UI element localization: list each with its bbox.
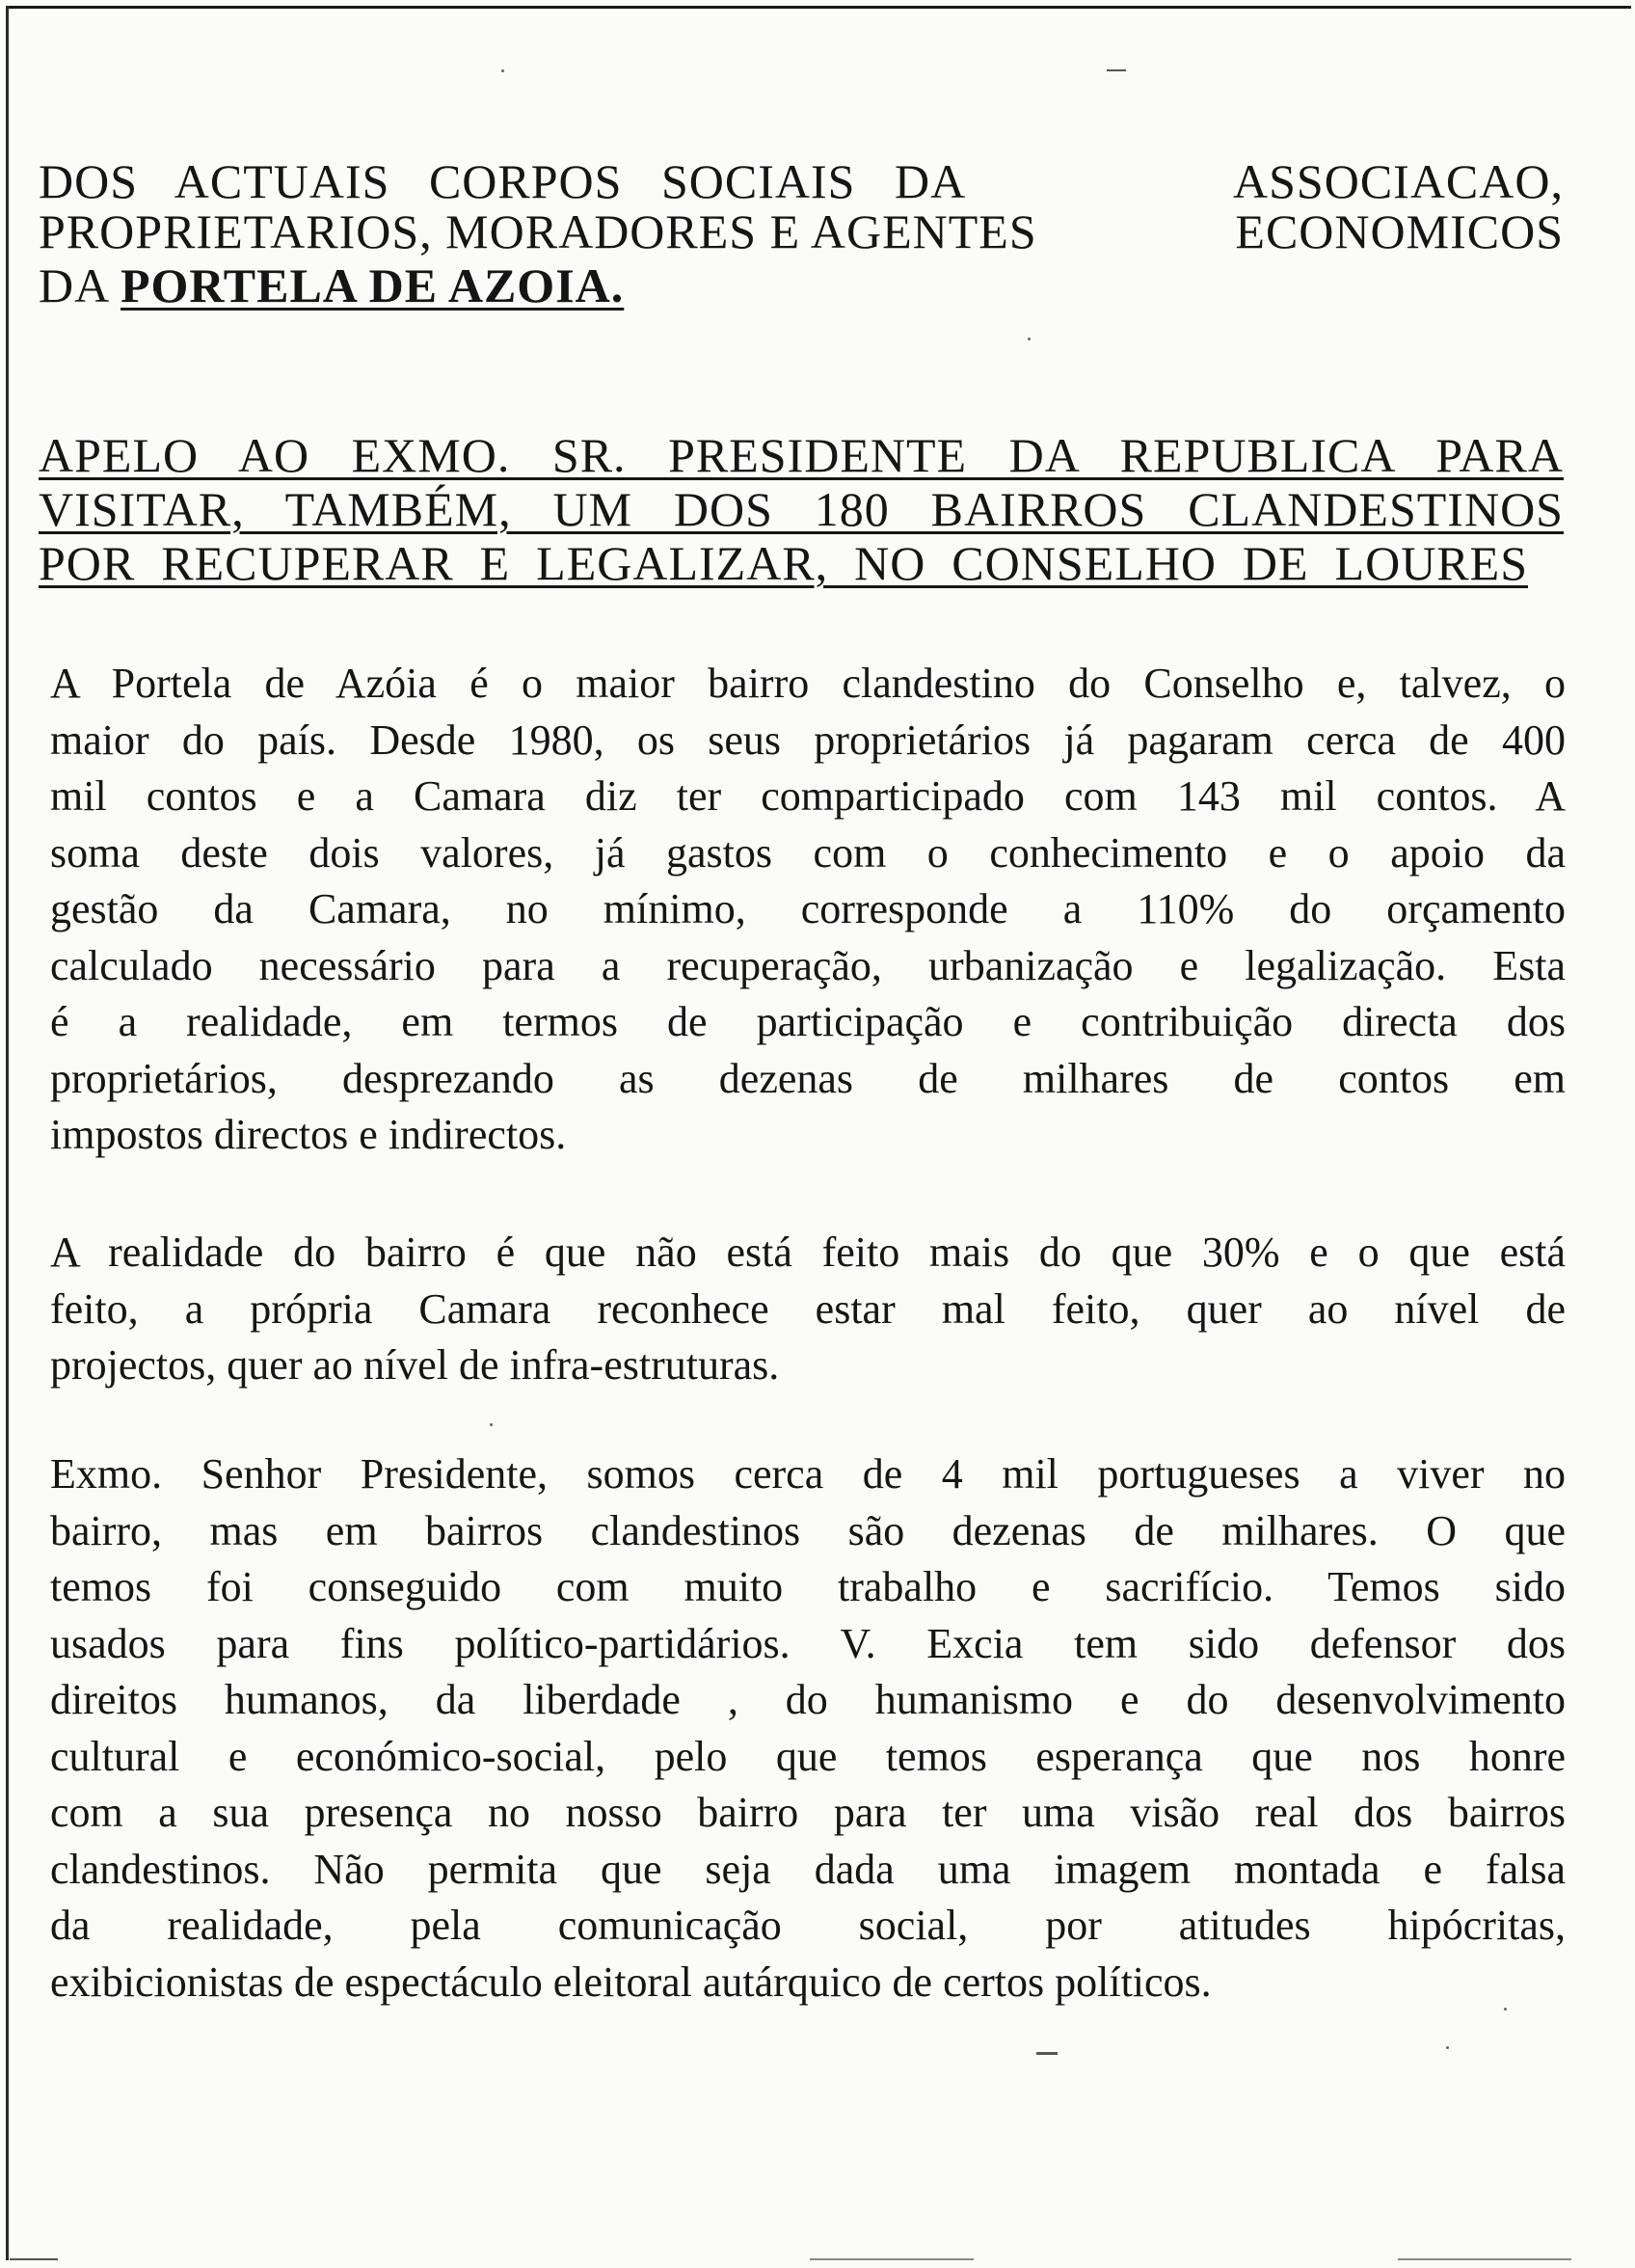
header-text: PROPRIETARIOS, MORADORES E AGENTES: [39, 204, 1037, 258]
paragraph-line: clandestinos. Não permita que seja dada uma imagem montada e falsa: [50, 1845, 1566, 1893]
paragraph: [50, 1446, 1566, 2011]
paragraph-line: proprietários, desprezando as dezenas de milhares de contos em: [50, 1054, 1566, 1102]
paragraph-line: projectos, quer ao nível de infra-estruturas.: [50, 1341, 780, 1389]
paragraph-line: A realidade do bairro é que não está feito mais do que 30% e o que está: [50, 1228, 1566, 1276]
paragraph-line: gestão da Camara, no mínimo, corresponde a 110% do orçamento: [50, 885, 1566, 932]
appeal-title-line: APELO AO EXMO. SR. PRESIDENTE DA REPUBLICA PARA: [39, 428, 1564, 482]
header-text: DOS ACTUAIS CORPOS SOCIAIS DA: [39, 154, 967, 208]
header-line: [39, 204, 1564, 258]
scan-mark: [1107, 69, 1126, 71]
paragraph-line: mil contos e a Camara diz ter comparticipado com 143 mil contos. A: [50, 772, 1566, 820]
scan-mark: [10, 2258, 58, 2260]
paragraph-line: com a sua presença no nosso bairro para ter uma visão real dos bairros: [50, 1789, 1566, 1836]
scan-mark: [1398, 2258, 1571, 2260]
paragraph: [50, 656, 1566, 1164]
paragraph-line: direitos humanos, da liberdade , do humanismo e do desenvolvimento: [50, 1676, 1566, 1723]
paragraph-line: impostos directos e indirectos.: [50, 1111, 567, 1158]
paragraph-line: calculado necessário para a recuperação, urbanização e legalização. Esta: [50, 941, 1566, 989]
appeal-title-line: VISITAR, TAMBÉM, UM DOS 180 BAIRROS CLANDESTINOS: [39, 482, 1564, 536]
paragraph-line: é a realidade, em termos de participação e contribuição directa dos: [50, 998, 1566, 1045]
scan-speck: [1028, 338, 1031, 340]
scan-speck: [490, 1423, 493, 1426]
appeal-title-line: POR RECUPERAR E LEGALIZAR, NO CONSELHO DE LOURES: [39, 536, 1528, 590]
paragraph-line: soma deste dois valores, já gastos com o conhecimento e o apoio da: [50, 828, 1566, 877]
paragraph-line: bairro, mas em bairros clandestinos são dezenas de milhares. O que: [50, 1506, 1566, 1554]
paragraph-line: maior do país. Desde 1980, os seus proprietários já pagaram cerca de 400: [50, 716, 1566, 764]
paragraph-line: Exmo. Senhor Presidente, somos cerca de 4 mil portugueses a viver no: [50, 1450, 1566, 1498]
paragraph-line: usados para fins político-partidários. V. Excia tem sido defensor dos: [50, 1619, 1566, 1667]
paragraph-line: da realidade, pela comunicação social, por atitudes hipócritas,: [50, 1902, 1566, 1949]
header-line: [39, 154, 1564, 208]
scan-border-top: [6, 6, 1631, 9]
place-name: PORTELA DE AZOIA.: [120, 258, 625, 312]
scan-mark: [1036, 2052, 1058, 2055]
header-text: ECONOMICOS: [1235, 204, 1564, 258]
paragraph-line: feito, a própria Camara reconhece estar mal feito, quer ao nível de: [50, 1284, 1566, 1333]
header-text: ASSOCIACAO,: [1232, 154, 1564, 208]
paragraph: [50, 1225, 1566, 1394]
scan-speck: [1446, 2046, 1449, 2049]
paragraph-line: temos foi conseguido com muito trabalho e sacrifício. Temos sido: [50, 1563, 1566, 1610]
scan-border-left: [6, 6, 9, 2260]
paragraph-line: exibicionistas de espectáculo eleitoral autárquico de certos políticos.: [50, 1958, 1212, 2006]
scan-speck: [501, 69, 504, 72]
paragraph-line: cultural e económico-social, pelo que temos esperança que nos honre: [50, 1732, 1566, 1780]
paragraph-line: A Portela de Azóia é o maior bairro clandestino do Conselho e, talvez, o: [50, 660, 1566, 707]
scan-mark: [810, 2258, 974, 2260]
header-line: [39, 258, 624, 312]
header-text: DA: [39, 258, 121, 312]
